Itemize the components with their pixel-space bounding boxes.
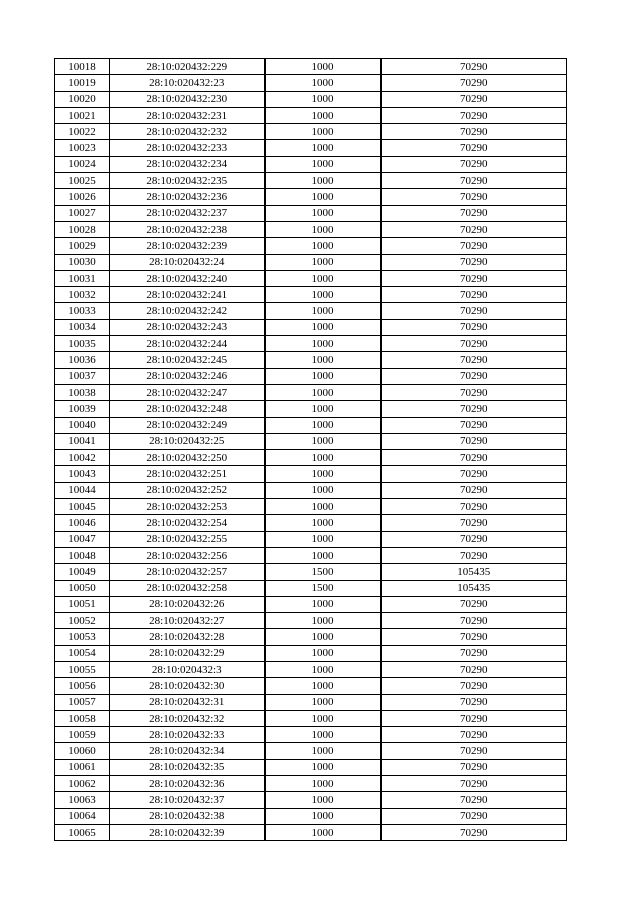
- table-row: [55, 91, 567, 107]
- cadastral-number-cell: 28:10:020432:38: [110, 808, 265, 824]
- area-cell: 1000: [265, 629, 381, 645]
- value-cell: 70290: [381, 124, 567, 140]
- value-cell: 70290: [381, 238, 567, 254]
- value-cell: 70290: [381, 433, 567, 449]
- value-cell: 70290: [381, 319, 567, 335]
- cadastral-number-cell: 28:10:020432:244: [110, 336, 265, 352]
- area-cell: 1000: [265, 694, 381, 710]
- table-row: [55, 303, 567, 319]
- area-cell: 1000: [265, 140, 381, 156]
- value-cell: 70290: [381, 417, 567, 433]
- cadastral-number-cell: 28:10:020432:33: [110, 727, 265, 743]
- table-row: [55, 710, 567, 726]
- row-number-cell: 10061: [55, 759, 110, 775]
- table-row: [55, 564, 567, 580]
- value-cell: 70290: [381, 352, 567, 368]
- row-number-cell: 10038: [55, 384, 110, 400]
- area-cell: 1000: [265, 824, 381, 840]
- cadastral-number-cell: 28:10:020432:234: [110, 156, 265, 172]
- cadastral-number-cell: 28:10:020432:253: [110, 499, 265, 515]
- cadastral-number-cell: 28:10:020432:36: [110, 776, 265, 792]
- cadastral-number-cell: 28:10:020432:25: [110, 433, 265, 449]
- cadastral-number-cell: 28:10:020432:233: [110, 140, 265, 156]
- cadastral-number-cell: 28:10:020432:231: [110, 107, 265, 123]
- cadastral-number-cell: 28:10:020432:249: [110, 417, 265, 433]
- value-cell: 70290: [381, 401, 567, 417]
- cadastral-number-cell: 28:10:020432:236: [110, 189, 265, 205]
- area-cell: 1000: [265, 303, 381, 319]
- cadastral-number-cell: 28:10:020432:24: [110, 254, 265, 270]
- cadastral-number-cell: 28:10:020432:229: [110, 59, 265, 75]
- table-row: [55, 499, 567, 515]
- cadastral-number-cell: 28:10:020432:242: [110, 303, 265, 319]
- table-row: [55, 336, 567, 352]
- row-number-cell: 10065: [55, 824, 110, 840]
- area-cell: 1000: [265, 336, 381, 352]
- area-cell: 1000: [265, 776, 381, 792]
- table-row: [55, 808, 567, 824]
- area-cell: 1500: [265, 580, 381, 596]
- value-cell: 70290: [381, 547, 567, 563]
- area-cell: 1000: [265, 450, 381, 466]
- cadastral-number-cell: 28:10:020432:39: [110, 824, 265, 840]
- cadastral-number-cell: 28:10:020432:235: [110, 173, 265, 189]
- row-number-cell: 10028: [55, 221, 110, 237]
- cadastral-number-cell: 28:10:020432:250: [110, 450, 265, 466]
- table-row: [55, 384, 567, 400]
- row-number-cell: 10030: [55, 254, 110, 270]
- table-row: [55, 531, 567, 547]
- row-number-cell: 10033: [55, 303, 110, 319]
- table-row: [55, 743, 567, 759]
- table-row: [55, 124, 567, 140]
- value-cell: 70290: [381, 254, 567, 270]
- cadastral-number-cell: 28:10:020432:252: [110, 482, 265, 498]
- area-cell: 1000: [265, 221, 381, 237]
- row-number-cell: 10036: [55, 352, 110, 368]
- value-cell: 70290: [381, 629, 567, 645]
- cadastral-number-cell: 28:10:020432:241: [110, 287, 265, 303]
- value-cell: 70290: [381, 270, 567, 286]
- table-row: [55, 156, 567, 172]
- area-cell: 1000: [265, 173, 381, 189]
- area-cell: 1000: [265, 727, 381, 743]
- table-row: [55, 450, 567, 466]
- area-cell: 1000: [265, 678, 381, 694]
- row-number-cell: 10035: [55, 336, 110, 352]
- value-cell: 70290: [381, 287, 567, 303]
- area-cell: 1000: [265, 466, 381, 482]
- cadastral-number-cell: 28:10:020432:258: [110, 580, 265, 596]
- row-number-cell: 10039: [55, 401, 110, 417]
- row-number-cell: 10051: [55, 596, 110, 612]
- area-cell: 1000: [265, 189, 381, 205]
- table-row: [55, 678, 567, 694]
- table-row: [55, 727, 567, 743]
- table-row: [55, 319, 567, 335]
- cadastral-number-cell: 28:10:020432:240: [110, 270, 265, 286]
- cadastral-number-cell: 28:10:020432:32: [110, 710, 265, 726]
- table-row: [55, 352, 567, 368]
- value-cell: 70290: [381, 140, 567, 156]
- area-cell: 1000: [265, 792, 381, 808]
- row-number-cell: 10053: [55, 629, 110, 645]
- row-number-cell: 10031: [55, 270, 110, 286]
- value-cell: 70290: [381, 792, 567, 808]
- table-row: [55, 368, 567, 384]
- table-row: [55, 401, 567, 417]
- area-cell: 1000: [265, 368, 381, 384]
- value-cell: 70290: [381, 515, 567, 531]
- row-number-cell: 10054: [55, 645, 110, 661]
- row-number-cell: 10046: [55, 515, 110, 531]
- cadastral-number-cell: 28:10:020432:230: [110, 91, 265, 107]
- cadastral-number-cell: 28:10:020432:27: [110, 613, 265, 629]
- value-cell: 70290: [381, 91, 567, 107]
- row-number-cell: 10059: [55, 727, 110, 743]
- cadastral-number-cell: 28:10:020432:238: [110, 221, 265, 237]
- cadastral-number-cell: 28:10:020432:246: [110, 368, 265, 384]
- row-number-cell: 10064: [55, 808, 110, 824]
- area-cell: 1500: [265, 564, 381, 580]
- cadastral-number-cell: 28:10:020432:232: [110, 124, 265, 140]
- area-cell: 1000: [265, 808, 381, 824]
- row-number-cell: 10048: [55, 547, 110, 563]
- row-number-cell: 10049: [55, 564, 110, 580]
- value-cell: 70290: [381, 596, 567, 612]
- area-cell: 1000: [265, 156, 381, 172]
- row-number-cell: 10041: [55, 433, 110, 449]
- value-cell: 70290: [381, 531, 567, 547]
- cadastral-number-cell: 28:10:020432:239: [110, 238, 265, 254]
- table-row: [55, 596, 567, 612]
- table-row: [55, 515, 567, 531]
- cadastral-number-cell: 28:10:020432:26: [110, 596, 265, 612]
- area-cell: 1000: [265, 661, 381, 677]
- row-number-cell: 10026: [55, 189, 110, 205]
- value-cell: 70290: [381, 107, 567, 123]
- row-number-cell: 10043: [55, 466, 110, 482]
- row-number-cell: 10034: [55, 319, 110, 335]
- value-cell: 70290: [381, 384, 567, 400]
- cadastral-number-cell: 28:10:020432:251: [110, 466, 265, 482]
- row-number-cell: 10020: [55, 91, 110, 107]
- cadastral-number-cell: 28:10:020432:30: [110, 678, 265, 694]
- area-cell: 1000: [265, 91, 381, 107]
- area-cell: 1000: [265, 319, 381, 335]
- area-cell: 1000: [265, 613, 381, 629]
- table-row: [55, 270, 567, 286]
- value-cell: 70290: [381, 776, 567, 792]
- cadastral-number-cell: 28:10:020432:31: [110, 694, 265, 710]
- table-body: [55, 59, 567, 841]
- table-row: [55, 694, 567, 710]
- value-cell: 70290: [381, 221, 567, 237]
- row-number-cell: 10024: [55, 156, 110, 172]
- area-cell: 1000: [265, 352, 381, 368]
- table-row: [55, 140, 567, 156]
- row-number-cell: 10021: [55, 107, 110, 123]
- cadastral-number-cell: 28:10:020432:243: [110, 319, 265, 335]
- table-row: [55, 466, 567, 482]
- row-number-cell: 10052: [55, 613, 110, 629]
- table-row: [55, 59, 567, 75]
- area-cell: 1000: [265, 531, 381, 547]
- row-number-cell: 10060: [55, 743, 110, 759]
- value-cell: 70290: [381, 824, 567, 840]
- area-cell: 1000: [265, 547, 381, 563]
- row-number-cell: 10025: [55, 173, 110, 189]
- table-row: [55, 776, 567, 792]
- cadastral-number-cell: 28:10:020432:254: [110, 515, 265, 531]
- cadastral-number-cell: 28:10:020432:29: [110, 645, 265, 661]
- table-row: [55, 792, 567, 808]
- cadastral-number-cell: 28:10:020432:23: [110, 75, 265, 91]
- value-cell: 70290: [381, 743, 567, 759]
- cadastral-number-cell: 28:10:020432:247: [110, 384, 265, 400]
- area-cell: 1000: [265, 124, 381, 140]
- cadastral-number-cell: 28:10:020432:255: [110, 531, 265, 547]
- table-row: [55, 107, 567, 123]
- value-cell: 70290: [381, 450, 567, 466]
- row-number-cell: 10042: [55, 450, 110, 466]
- table-row: [55, 824, 567, 840]
- table-row: [55, 417, 567, 433]
- area-cell: 1000: [265, 287, 381, 303]
- cadastral-number-cell: 28:10:020432:3: [110, 661, 265, 677]
- area-cell: 1000: [265, 417, 381, 433]
- row-number-cell: 10057: [55, 694, 110, 710]
- value-cell: 70290: [381, 156, 567, 172]
- area-cell: 1000: [265, 205, 381, 221]
- table-row: [55, 629, 567, 645]
- table-row: [55, 580, 567, 596]
- table-row: [55, 75, 567, 91]
- table-row: [55, 254, 567, 270]
- table-row: [55, 205, 567, 221]
- area-cell: 1000: [265, 270, 381, 286]
- area-cell: 1000: [265, 499, 381, 515]
- row-number-cell: 10056: [55, 678, 110, 694]
- value-cell: 70290: [381, 336, 567, 352]
- row-number-cell: 10022: [55, 124, 110, 140]
- table-row: [55, 613, 567, 629]
- row-number-cell: 10047: [55, 531, 110, 547]
- table-row: [55, 173, 567, 189]
- cadastral-number-cell: 28:10:020432:28: [110, 629, 265, 645]
- area-cell: 1000: [265, 433, 381, 449]
- row-number-cell: 10023: [55, 140, 110, 156]
- data-table: [54, 58, 567, 841]
- table-row: [55, 547, 567, 563]
- table-row: [55, 433, 567, 449]
- cadastral-number-cell: 28:10:020432:245: [110, 352, 265, 368]
- value-cell: 70290: [381, 759, 567, 775]
- row-number-cell: 10040: [55, 417, 110, 433]
- area-cell: 1000: [265, 75, 381, 91]
- area-cell: 1000: [265, 401, 381, 417]
- row-number-cell: 10063: [55, 792, 110, 808]
- cadastral-number-cell: 28:10:020432:237: [110, 205, 265, 221]
- table-row: [55, 482, 567, 498]
- value-cell: 70290: [381, 661, 567, 677]
- row-number-cell: 10045: [55, 499, 110, 515]
- value-cell: 70290: [381, 499, 567, 515]
- row-number-cell: 10044: [55, 482, 110, 498]
- cadastral-number-cell: 28:10:020432:35: [110, 759, 265, 775]
- row-number-cell: 10050: [55, 580, 110, 596]
- value-cell: 70290: [381, 368, 567, 384]
- value-cell: 70290: [381, 59, 567, 75]
- area-cell: 1000: [265, 596, 381, 612]
- value-cell: 70290: [381, 678, 567, 694]
- value-cell: 70290: [381, 173, 567, 189]
- value-cell: 70290: [381, 189, 567, 205]
- cadastral-number-cell: 28:10:020432:248: [110, 401, 265, 417]
- cadastral-number-cell: 28:10:020432:257: [110, 564, 265, 580]
- area-cell: 1000: [265, 482, 381, 498]
- value-cell: 70290: [381, 694, 567, 710]
- area-cell: 1000: [265, 743, 381, 759]
- value-cell: 70290: [381, 710, 567, 726]
- value-cell: 105435: [381, 564, 567, 580]
- area-cell: 1000: [265, 759, 381, 775]
- row-number-cell: 10032: [55, 287, 110, 303]
- cadastral-number-cell: 28:10:020432:37: [110, 792, 265, 808]
- table-row: [55, 645, 567, 661]
- value-cell: 70290: [381, 613, 567, 629]
- area-cell: 1000: [265, 710, 381, 726]
- value-cell: 70290: [381, 727, 567, 743]
- row-number-cell: 10037: [55, 368, 110, 384]
- area-cell: 1000: [265, 645, 381, 661]
- row-number-cell: 10058: [55, 710, 110, 726]
- table-row: [55, 221, 567, 237]
- table-row: [55, 189, 567, 205]
- value-cell: 70290: [381, 808, 567, 824]
- table-row: [55, 238, 567, 254]
- value-cell: 70290: [381, 482, 567, 498]
- area-cell: 1000: [265, 107, 381, 123]
- value-cell: 70290: [381, 75, 567, 91]
- value-cell: 70290: [381, 303, 567, 319]
- table-row: [55, 759, 567, 775]
- cadastral-number-cell: 28:10:020432:34: [110, 743, 265, 759]
- value-cell: 70290: [381, 205, 567, 221]
- value-cell: 105435: [381, 580, 567, 596]
- area-cell: 1000: [265, 238, 381, 254]
- row-number-cell: 10062: [55, 776, 110, 792]
- area-cell: 1000: [265, 515, 381, 531]
- cadastral-number-cell: 28:10:020432:256: [110, 547, 265, 563]
- value-cell: 70290: [381, 645, 567, 661]
- area-cell: 1000: [265, 384, 381, 400]
- area-cell: 1000: [265, 254, 381, 270]
- row-number-cell: 10027: [55, 205, 110, 221]
- row-number-cell: 10018: [55, 59, 110, 75]
- table-row: [55, 661, 567, 677]
- value-cell: 70290: [381, 466, 567, 482]
- row-number-cell: 10019: [55, 75, 110, 91]
- table-row: [55, 287, 567, 303]
- row-number-cell: 10055: [55, 661, 110, 677]
- row-number-cell: 10029: [55, 238, 110, 254]
- area-cell: 1000: [265, 59, 381, 75]
